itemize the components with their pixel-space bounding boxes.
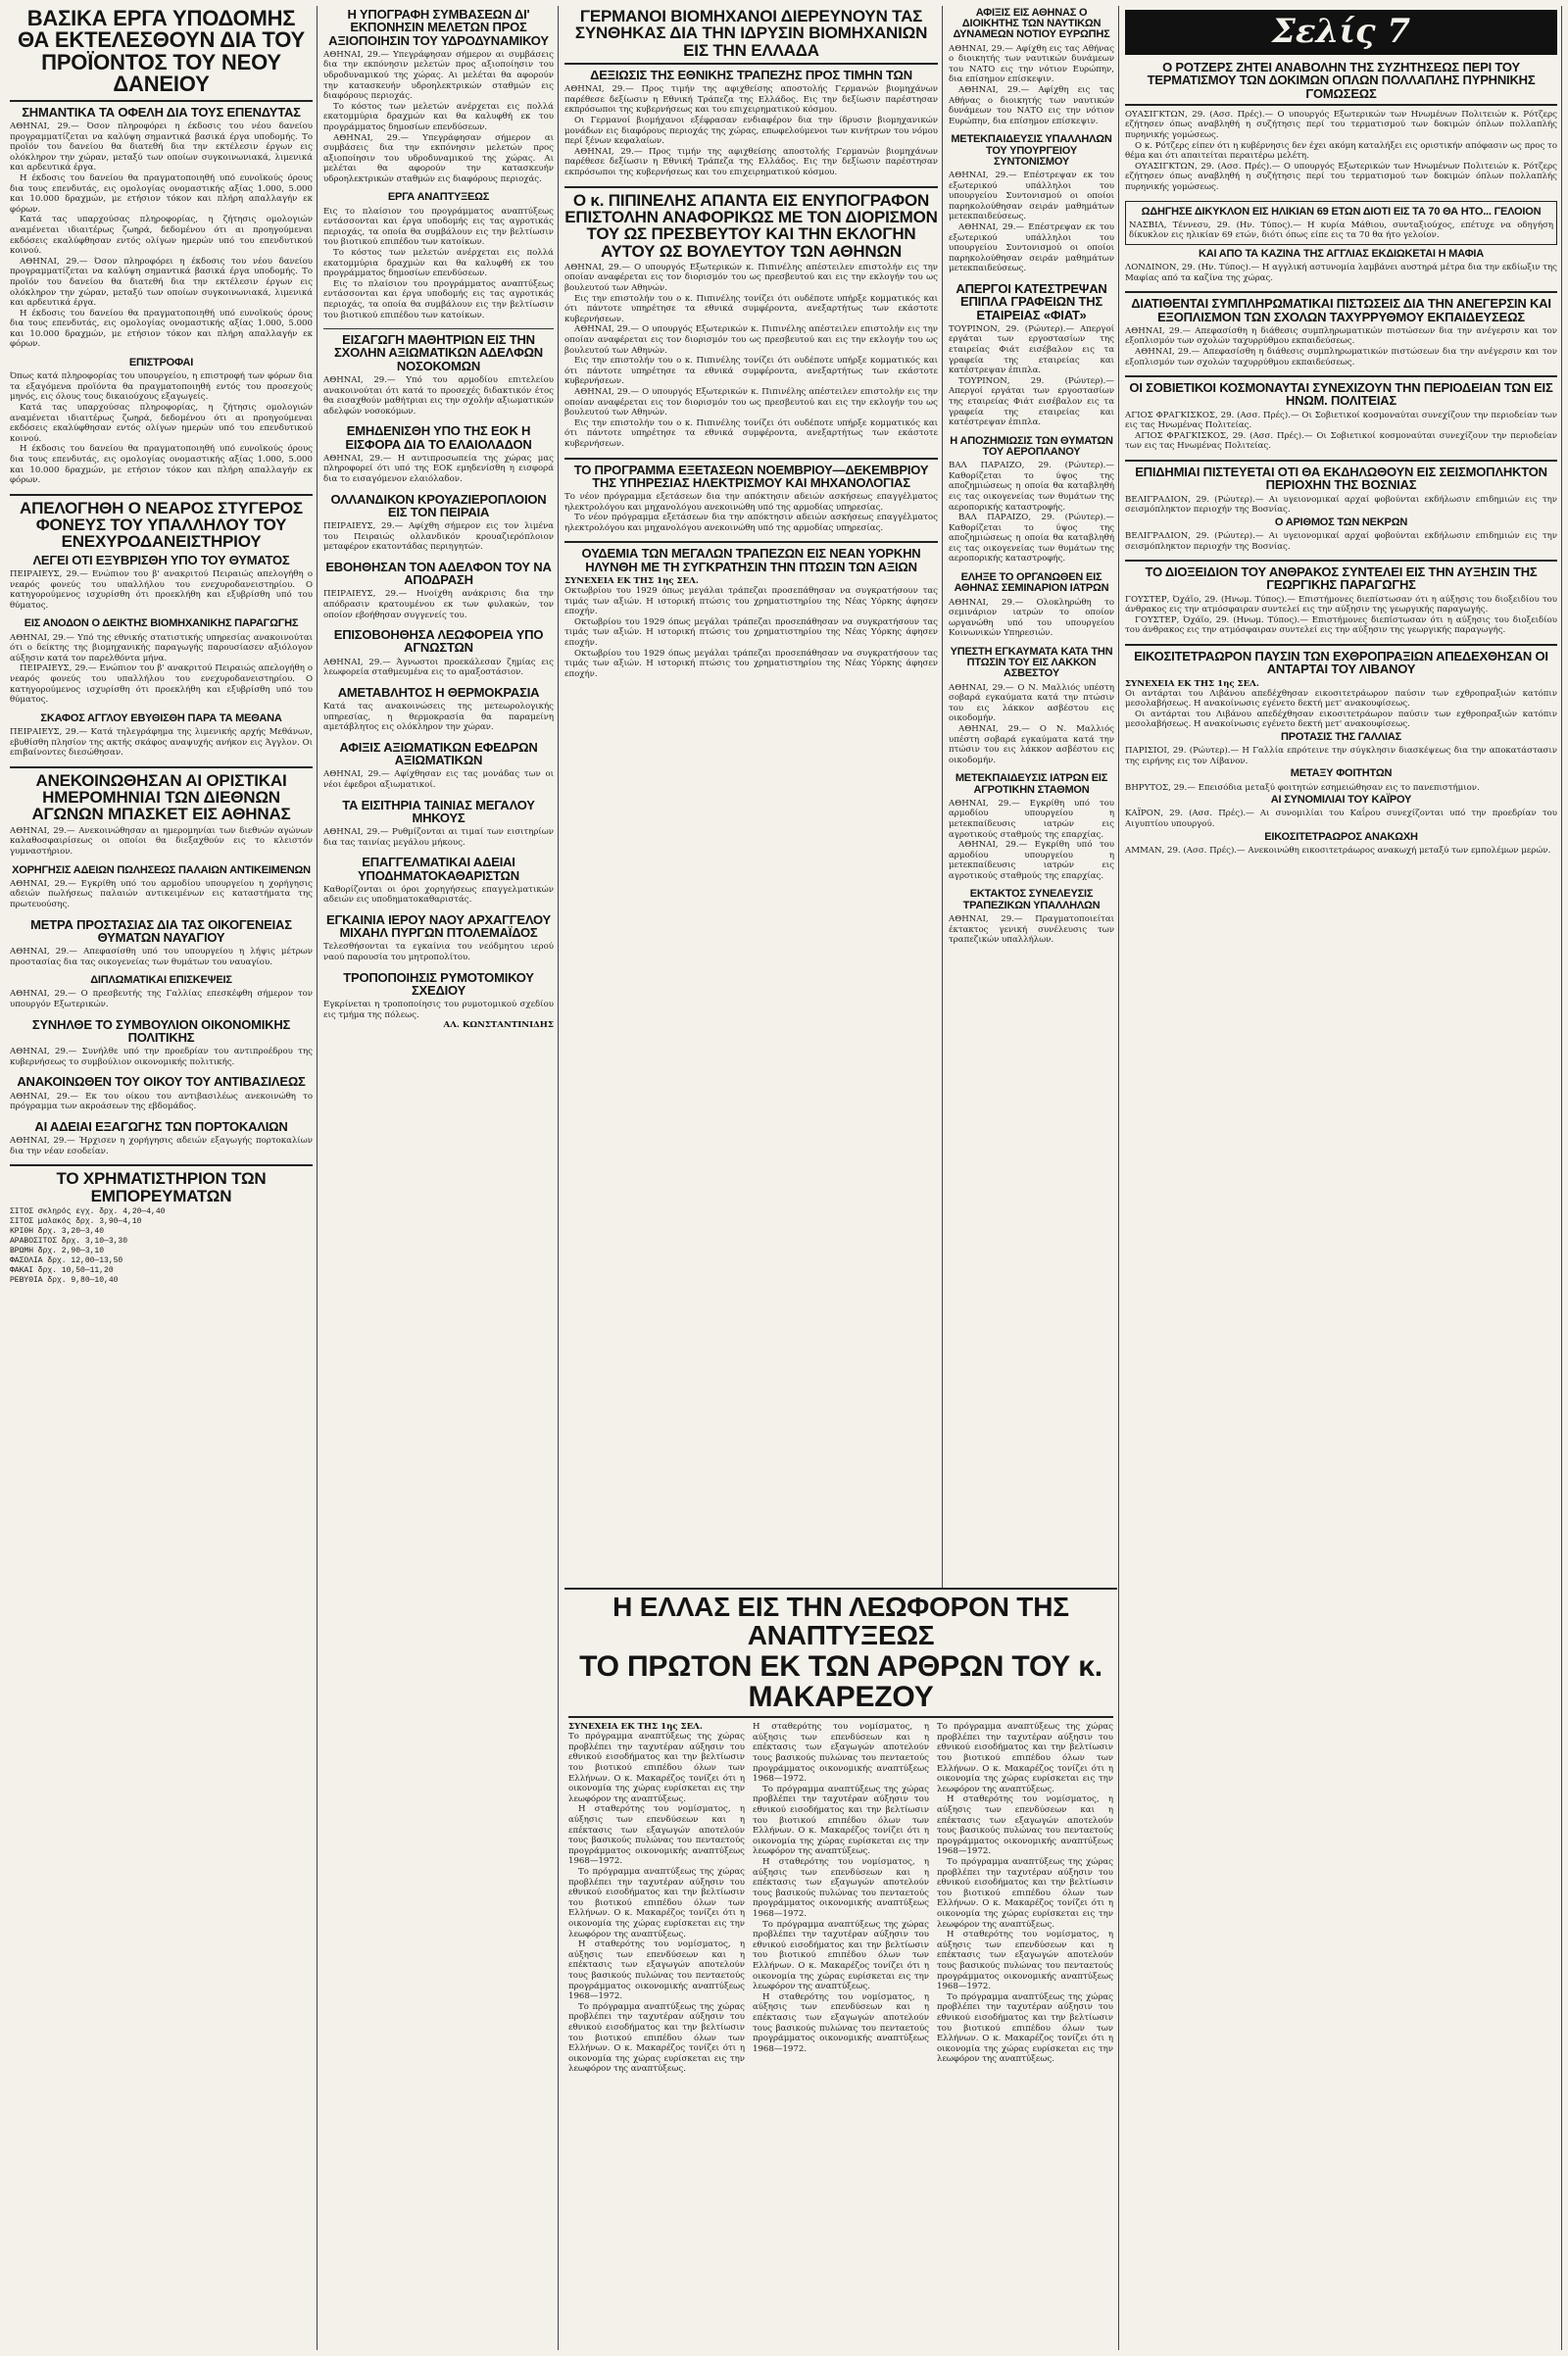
article-body: Η σταθερότης του νομίσματος, η αύξησις των επενδύσεων και η επέκτασις των εξαγωγών αποτελούν τους βασικούς πυλώνας του πενταετούς προγράμματος οικονομικής αναπτύξεως 1968—1972. bbox=[937, 1930, 1113, 1992]
market-line: ΣΙΤΟΣ σκληρός εγχ. δρχ. 4,20—4,40 bbox=[10, 1206, 166, 1216]
article-body: Το πρόγραμμα αναπτύξεως της χώρας προβλέπει την ταχυτέραν αύξησιν του εθνικού εισοδήματος και την βελτίωσιν του βιοτικού επιπέδου όλων των Ελλήνων. Ο κ. Μακαρέζος τονίζει ότι η οικονομία της χώρας ευρίσκεται εις την λεωφόρον της αναπτύξεως. bbox=[753, 1784, 929, 1857]
divider bbox=[1125, 291, 1557, 293]
article-carbon-dioxide bbox=[1125, 565, 1557, 636]
article-soviet-cosmonauts bbox=[1125, 381, 1557, 452]
article-medical-seminar bbox=[949, 572, 1114, 639]
article-plane-compensation bbox=[949, 436, 1114, 564]
article-body: Εγκρίνεται η τροποποίησις του ρυμοτομικού σχεδίου εις τμήμα της πόλεως. bbox=[323, 1000, 554, 1020]
subheadline: ΜΕΤΑΞΥ ΦΟΙΤΗΤΩΝ bbox=[1290, 767, 1393, 780]
article-development-works bbox=[323, 192, 554, 320]
article-body: Το κόστος των μελετών ανέρχεται εις πολλά εκατομμύρια δραχμών και θα καλυφθή εκ του προγράμματος δημοσίων επενδύσεων. bbox=[323, 248, 554, 279]
article-refunds bbox=[10, 358, 313, 486]
headline: ΤΑ ΕΙΣΙΤΗΡΙΑ ΤΑΙΝΙΑΣ ΜΕΓΑΛΟΥ ΜΗΚΟΥΣ bbox=[342, 797, 535, 825]
article-body: ΒΑΛ ΠΑΡΑΙΖΟ, 29. (Ρώυτερ).— Καθορίζεται το ύψος της αποζημιώσεως η οποία θα καταβληθή εις τας οικογενείας των θυμάτων της αεροπορικής καταστροφής. bbox=[949, 461, 1114, 513]
article-lebanon-ceasefire bbox=[1125, 650, 1557, 856]
article-body: ΑΘΗΝΑΙ, 29.— Εγκρίθη υπό του αρμοδίου υπουργείου η μετεκπαίδευσις ιατρών εις αγροτικούς σταθμούς της επαρχίας. bbox=[949, 840, 1114, 881]
article-escape bbox=[323, 561, 554, 620]
article-body: ΑΘΗΝΑΙ, 29.— Συνήλθε υπό την προεδρίαν του αντιπροέδρου της κυβερνήσεως το συμβούλιον οικονομικής πολιτικής. bbox=[10, 1047, 313, 1067]
headline: ΕΚΤΑΚΤΟΣ ΣΥΝΕΛΕΥΣΙΣ ΤΡΑΠΕΖΙΚΩΝ ΥΠΑΛΛΗΛΩΝ bbox=[962, 888, 1101, 911]
article-body: ΑΘΗΝΑΙ, 29.— Υπό του αρμοδίου επιτελείου ανακοινούται ότι κατά το προσεχές διδακτικόν έτος θα εισαχθούν μαθήτριαι εις την σχολήν αξιωματικών αδελφών νοσοκόμων. bbox=[323, 374, 554, 417]
headline: ΟΙ ΣΟΒΙΕΤΙΚΟΙ ΚΟΣΜΟΝΑΥΤΑΙ ΣΥΝΕΧΙΖΟΥΝ ΤΗΝ ΠΕΡΙΟΔΕΙΑΝ ΤΩΝ ΕΙΣ ΗΝΩΜ. ΠΟΛΙΤΕΙΑΣ bbox=[1129, 380, 1553, 409]
article-english-boat bbox=[10, 713, 313, 759]
headline: ΔΙΠΛΩΜΑΤΙΚΑΙ ΕΠΙΣΚΕΨΕΙΣ bbox=[90, 974, 232, 987]
market-line: ΦΑΣΟΛΙΑ δρχ. 12,00—13,50 bbox=[10, 1255, 123, 1265]
article-body: ΠΕΙΡΑΙΕΥΣ, 29.— Αφίχθη σήμερον εις τον λιμένα του Πειραιώς ολλανδικόν κρουαζιερόπλοιον μεταφέρον εκατοντάδας περιηγητών. bbox=[323, 521, 554, 553]
article-body: Το πρόγραμμα αναπτύξεως της χώρας προβλέπει την ταχυτέραν αύξησιν του εθνικού εισοδήματος και την βελτίωσιν του βιοτικού επιπέδου όλων των Ελλήνων. Ο κ. Μακαρέζος τονίζει ότι η οικονομία της χώρας ευρίσκεται εις την λεωφόρον της αναπτύξεως. bbox=[568, 2001, 745, 2075]
divider bbox=[10, 1164, 313, 1166]
article-nursing-school bbox=[323, 333, 554, 417]
makarezos-col bbox=[568, 1722, 745, 2075]
article-body: ΝΑΣΒΙΛ, Τέννεσυ, 29. (Ην. Τύπος).— Η κυρία Μάθιου, συνταξιούχος, επέτυχε να οδηγήση δίκυκλον εις ηλικίαν 69 ετών, διότι όπως είπε εις τα 70 θα ήτο γελοίον. bbox=[1129, 220, 1553, 241]
article-body: ΑΘΗΝΑΙ, 29.— Επέστρεψαν εκ του εξωτερικού υπάλληλοι του υπουργείου Συντονισμού οι οποίοι παρηκολούθησαν σειράν μαθημάτων μετεκπαιδεύσεως. bbox=[949, 222, 1114, 274]
article-body: ΑΘΗΝΑΙ, 29.— Ήρχισεν η χορήγησις αδειών εξαγωγής πορτοκαλίων δια την νέαν εσοδείαν. bbox=[10, 1136, 313, 1156]
article-nato-commander bbox=[949, 8, 1114, 126]
article-body: Οι αντάρται του Λιβάνου απεδέχθησαν εικοσιτετράωρον παύσιν των εχθροπραξιών κατόπιν μεσολαβήσεως. Η ανακοίνωσις εγένετο δεκτή μετ' ανακουφίσεως. bbox=[1125, 709, 1557, 730]
article-body: Η σταθερότης του νομίσματος, η αύξησις των επενδύσεων και η επέκτασις των εξαγωγών αποτελούν τους βασικούς πυλώνας του πενταετούς προγράμματος οικονομικής αναπτύξεως 1968—1972. bbox=[568, 1939, 745, 2002]
headline: ΕΜΗΔΕΝΙΣΘΗ ΥΠΟ ΤΗΣ ΕΟΚ Η ΕΙΣΦΟΡΑ ΔΙΑ ΤΟ ΕΛΑΙΟΛΑΔΟΝ bbox=[345, 423, 532, 452]
article-body: ΛΟΝΔΙΝΟΝ, 29. (Ην. Τύπος).— Η αγγλική αστυνομία λαμβάνει αυστηρά μέτρα δια την εκδίωξιν της Μαφίας από τα καζίνα της χώρας. bbox=[1125, 263, 1557, 283]
headline: ΕΠΙΣΤΡΟΦΑΙ bbox=[128, 357, 194, 369]
article-body: ΑΘΗΝΑΙ, 29.— Εκ του οίκου του αντιβασιλέως ανεκοινώθη το πρόγραμμα των ακροάσεων της εβδομάδος. bbox=[10, 1091, 313, 1112]
article-body: ΒΑΛ ΠΑΡΑΙΖΟ, 29. (Ρώυτερ).— Καθορίζεται το ύψος της αποζημιώσεως η οποία θα καταβληθή εις τας οικογενείας των θυμάτων της αεροπορικής καταστροφής. bbox=[949, 513, 1114, 564]
divider bbox=[1125, 560, 1557, 562]
article-body: ΑΘΗΝΑΙ, 29.— Υπεγράφησαν σήμερον αι συμβάσεις δια την εκπόνησιν μελετών προς αξιοποίησιν του υδροδυναμικού της χώρας. Αι μελέται θα αφορούν την κατασκευήν υδροηλεκτρικών σταθμών εις διαφόρους περιοχάς. bbox=[323, 132, 554, 184]
headline: ΒΑΣΙΚΑ ΕΡΓΑ ΥΠΟΔΟΜΗΣ ΘΑ ΕΚΤΕΛΕΣΘΟΥΝ ΔΙΑ ΤΟΥ ΠΡΟΪΟΝΤΟΣ ΤΟΥ ΝΕΟΥ ΔΑΝΕΙΟΥ bbox=[18, 6, 305, 97]
article-body: ΠΕΙΡΑΙΕΥΣ, 29.— Κατά τηλεγράφημα της λιμενικής αρχής Μεθάνων, εβυθίσθη πλησίον της ακτής σκάφος αναψυχής ανήκον εις Άγγλον. Οι επιβαίνοντες διεσώθησαν. bbox=[10, 727, 313, 759]
headline: ΕΙΣ ΑΝΟΔΟΝ Ο ΔΕΙΚΤΗΣ ΒΙΟΜΗΧΑΝΙΚΗΣ ΠΑΡΑΓΩΓΗΣ bbox=[24, 617, 299, 630]
article-body: Κατά τας υπαρχούσας πληροφορίας, η ζήτησις ομολογιών αναμένεται ιδιαιτέρως ζωηρά, δεδομένου ότι αι προηγούμεναι εκδόσεις εκαλύφθησαν εντός ολίγων ημερών υπό του επενδυτικού κοινού. bbox=[10, 215, 313, 257]
article-exam-programme bbox=[564, 464, 938, 534]
article-body: ΑΘΗΝΑΙ, 29.— Όσον πληροφόρει η έκδοσις του νέου δανείου προγραμματίζεται να καλύψη σημαντικά βασικά έργα υποδομής. Το προϊόν του δανείου θα διατεθή δια την εκτέλεσιν έργων εις ολόκληρον την χώραν, μεταξύ των οποίων συγκοινωνιακά, λιμενικά και αρδευτικά έργα. bbox=[10, 256, 313, 309]
article-body: ΑΘΗΝΑΙ, 29.— Ο Ν. Μαλλιός υπέστη σοβαρά εγκαύματα κατά την πτώσιν του εις λάκκον ασβέστου εις οικοδομήν. bbox=[949, 682, 1114, 724]
market-line: ΦΑΚΑΙ δρχ. 10,50—11,20 bbox=[10, 1265, 114, 1275]
market-line: ΚΡΙΘΗ δρχ. 3,20—3,40 bbox=[10, 1226, 105, 1236]
divider bbox=[564, 541, 938, 543]
market-line: ΒΡΩΜΗ δρχ. 2,90—3,10 bbox=[10, 1246, 105, 1255]
column-5 bbox=[1121, 6, 1562, 2350]
article-body: Εις την επιστολήν του ο κ. Πιπινέλης τονίζει ότι ουδέποτε υπήρξε κομματικός και ότι πάντοτε υπηρέτησε τα εθνικά συμφέροντα, ανεξαρτήτως των εκάστοτε κυβερνήσεων. bbox=[564, 293, 938, 324]
article-basketball-dates bbox=[10, 772, 313, 858]
subheadline: ΣΗΜΑΝΤΙΚΑ ΤΑ ΟΦΕΛΗ ΔΙΑ ΤΟΥΣ ΕΠΕΝΔΥΤΑΣ bbox=[22, 104, 301, 120]
article-body: ΑΘΗΝΑΙ, 29.— Υπεγράφησαν σήμερον αι συμβάσεις δια την εκπόνησιν μελετών προς αξιοποίησιν του υδροδυναμικού της χώρας. Αι μελέται θα αφορούν την κατασκευήν υδροηλεκτρικών σταθμών εις διαφόρους περιοχάς. bbox=[323, 49, 554, 102]
article-industrial-index bbox=[10, 618, 313, 705]
article-body: Το πρόγραμμα αναπτύξεως της χώρας προβλέπει την ταχυτέραν αύξησιν του εθνικού εισοδήματος και την βελτίωσιν του βιοτικού επιπέδου όλων των Ελλήνων. Ο κ. Μακαρέζος τονίζει ότι η οικονομία της χώρας ευρίσκεται εις την λεωφόρον της αναπτύξεως. bbox=[753, 1919, 929, 1992]
article-body: ΚΑΪΡΟΝ, 29. (Ασσ. Πρές).— Αι συνομιλίαι του Καΐρου συνεχίζονται υπό την προεδρίαν του Αιγυπτίου υπουργού. bbox=[1125, 809, 1557, 829]
divider bbox=[10, 100, 313, 102]
headline: ΕΒΟΗΘΗΣΑΝ ΤΟΝ ΑΔΕΛΦΟΝ ΤΟΥ ΝΑ ΑΠΟΔΡΑΣΗ bbox=[325, 559, 552, 588]
makarezos-block bbox=[564, 1588, 1117, 2352]
headline: ΤΟ ΧΡΗΜΑΤΙΣΤΗΡΙΟΝ ΤΩΝ ΕΜΠΟΡΕΥΜΑΤΩΝ bbox=[56, 1169, 267, 1205]
column-1 bbox=[6, 6, 318, 2350]
article-orange-exports bbox=[10, 1120, 313, 1156]
divider bbox=[1125, 104, 1557, 106]
headline: ΕΠΑΓΓΕΛΜΑΤΙΚΑΙ ΑΔΕΙΑΙ ΥΠΟΔΗΜΑΤΟΚΑΘΑΡΙΣΤΩΝ bbox=[358, 855, 519, 883]
headline: ΕΛΗΞΕ ΤΟ ΟΡΓΑΝΩΘΕΝ ΕΙΣ ΑΘΗΝΑΣ ΣΕΜΙΝΑΡΙΟΝ ΙΑΤΡΩΝ bbox=[954, 571, 1109, 595]
article-town-plan bbox=[323, 971, 554, 1031]
article-body: ΑΘΗΝΑΙ, 29.— Ανεκοινώθησαν αι ημερομηνίαι των διεθνών αγώνων καλαθοσφαιρίσεως οι οποίοι θα διεξαχθούν εις το κλειστόν γυμναστήριον. bbox=[10, 825, 313, 857]
headline: ΑΜΕΤΑΒΛΗΤΟΣ Η ΘΕΡΜΟΚΡΑΣΙΑ bbox=[337, 684, 540, 700]
article-body: ΤΟΥΡΙΝΟΝ, 29. (Ρώυτερ).— Απεργοί εργάται των εργοστασίων της εταιρείας Φιάτ εισέβαλον εις τα γραφεία της εταιρείας και κατέστρεψαν έπιπλα. bbox=[949, 375, 1114, 428]
article-ny-banks bbox=[564, 547, 938, 679]
divider bbox=[10, 766, 313, 768]
article-body: ΓΟΥΣΤΕΡ, Όχάϊο, 29. (Ηνωμ. Τύπος).— Επιστήμονες διεπίστωσαν ότι η αύξησις του διοξειδίου του άνθρακος εις την ατμόσφαιραν συντελεί εις την αύξησιν της γεωργικής παραγωγής. bbox=[1125, 594, 1557, 615]
article-body: ΑΘΗΝΑΙ, 29.— Όσον πληροφόρει η έκδοσις του νέου δανείου προγραμματίζεται να καλύψη σημαντικά βασικά έργα υποδομής. Το προϊόν του δανείου θα διατεθή δια την εκτέλεσιν έργων εις ολόκληρον την χώραν, μεταξύ των οποίων συγκοινωνιακά, λιμενικά και αρδευτικά έργα. bbox=[10, 122, 313, 173]
article-body: Η έκδοσις του δανείου θα πραγματοποιηθή υπό ευνοϊκούς όρους δια τους επενδυτάς, εις ομολογίας ονομαστικής αξίας 1.000, 5.000 και 10.000 δραχμών, με ετήσιον τόκον και πλήρη απαλλαγήν εκ φόρων. bbox=[10, 308, 313, 350]
headline: ΤΟ ΔΙΟΞΕΙΔΙΟΝ ΤΟΥ ΑΝΘΡΑΚΟΣ ΣΥΝΤΕΛΕΙ ΕΙΣ ΤΗΝ ΑΥΞΗΣΙΝ ΤΗΣ ΓΕΩΡΓΙΚΗΣ ΠΑΡΑΓΩΓΗΣ bbox=[1145, 564, 1538, 593]
market-list bbox=[10, 1207, 313, 1286]
article-body: ΒΗΡΥΤΟΣ, 29.— Επεισόδια μεταξύ φοιτητών εσημειώθησαν εις το πανεπιστήμιον. bbox=[1125, 782, 1480, 793]
headline: ΚΑΙ ΑΠΟ ΤΑ ΚΑΖΙΝΑ ΤΗΣ ΑΓΓΛΙΑΣ ΕΚΔΙΩΚΕΤΑΙ Η ΜΑΦΙΑ bbox=[1198, 247, 1485, 260]
article-ministry-training bbox=[949, 134, 1114, 274]
article-body: ΟΥΑΣΙΓΚΤΩΝ, 29. (Ασσ. Πρές).— Ο υπουργός Εξωτερικών των Ηνωμένων Πολιτειών κ. Ρότζερς εζήτησεν όπως αναβληθή η συζήτησις περί του τερματισμού των δοκιμών όπλων πολλαπλής πυρηνικής γομώσεως. bbox=[1125, 109, 1557, 140]
headline: ΤΡΟΠΟΠΟΙΗΣΙΣ ΡΥΜΟΤΟΜΙΚΟΥ ΣΧΕΔΙΟΥ bbox=[343, 969, 534, 998]
headline: Ο κ. ΠΙΠΙΝΕΛΗΣ ΑΠΑΝΤΑ ΕΙΣ ΕΝΥΠΟΓΡΑΦΟΝ ΕΠΙΣΤΟΛΗΝ ΑΝΑΦΟΡΙΚΩΣ ΜΕ ΤΟΝ ΔΙΟΡΙΣΜΟΝ ΤΟΥ ΩΣ ΠΡΕΣΒΕΥΤΟΥ ΚΑΙ ΤΗΝ ΕΚΛΟΓΗΝ ΑΥΤΟΥ ΩΣ ΒΟΥΛΕΥΤΟΥ ΤΩΝ ΑΘΗΝΩΝ bbox=[564, 190, 938, 261]
article-body: ΤΟΥΡΙΝΟΝ, 29. (Ρώυτερ).— Απεργοί εργάται των εργοστασίων της εταιρείας Φιάτ εισέβαλον εις τα γραφεία της εταιρείας και κατέστρεψαν έπιπλα. bbox=[949, 323, 1114, 376]
article-eec-olive-oil bbox=[323, 424, 554, 484]
headline: ΧΟΡΗΓΗΣΙΣ ΑΔΕΙΩΝ ΠΩΛΗΣΕΩΣ ΠΑΛΑΙΩΝ ΑΝΤΙΚΕΙΜΕΝΩΝ bbox=[12, 863, 311, 876]
headline: ΟΥΔΕΜΙΑ ΤΩΝ ΜΕΓΑΛΩΝ ΤΡΑΠΕΖΩΝ ΕΙΣ ΝΕΑΝ ΥΟΡΚΗΝ ΗΛΥΝΘΗ ΜΕ ΤΗ ΣΥΓΚΡΑΤΗΣΙΝ ΤΗΝ ΠΤΩΣΙΝ ΤΩΝ ΑΞΙΩΝ bbox=[581, 546, 921, 574]
article-body: Το πρόγραμμα αναπτύξεως της χώρας προβλέπει την ταχυτέραν αύξησιν του εθνικού εισοδήματος και την βελτίωσιν του βιοτικού επιπέδου όλων των Ελλήνων. Ο κ. Μακαρέζος τονίζει ότι η οικονομία της χώρας ευρίσκεται εις την λεωφόρον της αναπτύξεως. bbox=[937, 1857, 1113, 1930]
article-body: Καθορίζονται οι όροι χορηγήσεως επαγγελματικών αδειών εις υποδηματοκαθαριστάς. bbox=[323, 884, 554, 906]
article-body: ΠΕΙΡΑΙΕΥΣ, 29.— Ηνοίχθη ανάκρισις δια την απόδρασιν κρατουμένου εκ των φυλακών, τον οποίον εβοήθησαν συγγενείς του. bbox=[323, 589, 554, 620]
headline: ΑΝΕΚΟΙΝΩΘΗΣΑΝ ΑΙ ΟΡΙΣΤΙΚΑΙ ΗΜΕΡΟΜΗΝΙΑΙ ΤΩΝ ΔΙΕΘΝΩΝ ΑΓΩΝΩΝ ΜΠΑΣΚΕΤ ΕΙΣ ΑΘΗΝΑΣ bbox=[31, 770, 291, 824]
article-body: Το πρόγραμμα αναπτύξεως της χώρας προβλέπει την ταχυτέραν αύξησιν του εθνικού εισοδήματος και την βελτίωσιν του βιοτικού επιπέδου όλων των Ελλήνων. Ο κ. Μακαρέζος τονίζει ότι η οικονομία της χώρας ευρίσκεται εις την λεωφόρον της αναπτύξεως. bbox=[568, 1732, 745, 1804]
headline: ΜΕΤΡΑ ΠΡΟΣΤΑΣΙΑΣ ΔΙΑ ΤΑΣ ΟΙΚΟΓΕΝΕΙΑΣ ΘΥΜΑΤΩΝ ΝΑΥΑΓΙΟΥ bbox=[30, 916, 292, 945]
article-body: ΒΕΛΙΓΡΑΔΙΟΝ, 29. (Ρώυτερ).— Αι υγειονομικαί αρχαί φοβούνται εκδήλωσιν επιδημιών εις την σεισμόπληκτον περιοχήν της Βοσνίας. bbox=[1125, 530, 1557, 552]
headline: ΑΠΕΡΓΟΙ ΚΑΤΕΣΤΡΕΨΑΝ ΕΠΙΠΛΑ ΓΡΑΦΕΙΩΝ ΤΗΣ ΕΤΑΙΡΕΙΑΣ «ΦΙΑΤ» bbox=[956, 281, 1107, 322]
article-infrastructure-loan bbox=[10, 8, 313, 350]
article-body: Κατά τας υπαρχούσας πληροφορίας, η ζήτησις ομολογιών αναμένεται ιδιαιτέρως ζωηρά, δεδομένου ότι αι προηγούμεναι εκδόσεις εκαλύφθησαν εντός ολίγων ημερών υπό του επενδυτικού κοινού. bbox=[10, 403, 313, 444]
page-number-masthead: Σελίς 7 bbox=[1125, 10, 1557, 55]
subheadline: ΑΙ ΣΥΝΟΜΙΛΙΑΙ ΤΟΥ ΚΑΪΡΟΥ bbox=[1270, 794, 1412, 807]
article-body: Κατά τας ανακοινώσεις της μετεωρολογικής υπηρεσίας, η θερμοκρασία θα παραμείνη αμετάβλητος εις ολόκληρον την χώραν. bbox=[323, 702, 554, 733]
article-school-credits bbox=[1125, 297, 1557, 368]
banner-headline: Η ΕΛΛΑΣ ΕΙΣ ΤΗΝ ΛΕΩΦΟΡΟΝ ΤΗΣ ΑΝΑΠΤΥΞΕΩΣ bbox=[612, 1592, 1069, 1650]
article-body: ΠΑΡΙΣΙΟΙ, 29. (Ρώυτερ).— Η Γαλλία επρότεινε την σύγκλησιν διασκέψεως δια την αποκατάστασιν της ειρήνης εις τον Λίβανον. bbox=[1125, 746, 1557, 766]
article-body: Εις το πλαίσιον του προγράμματος αναπτύξεως εντάσσονται και έργα υποδομής εις τας αγροτικάς περιοχάς, τα οποία θα συμβάλουν εις την βελτίωσιν του βιοτικού επιπέδου των κατοίκων. bbox=[323, 206, 554, 248]
divider bbox=[568, 1716, 1113, 1718]
article-regent-announcement bbox=[10, 1075, 313, 1111]
article-buses-damaged bbox=[323, 628, 554, 678]
market-line: ΣΙΤΟΣ μαλακός δρχ. 3,90—4,10 bbox=[10, 1216, 142, 1226]
article-cyclist-69 bbox=[1125, 201, 1557, 245]
article-body: Ο κ. Ρότζερς είπεν ότι η κυβέρνησις δεν έχει ακόμη καταλήξει εις οριστικήν απόφασιν ως προς το θέμα και ότι απαιτείται περαιτέρω μελέτη. bbox=[1125, 140, 1557, 162]
continuation-label: ΣΥΝΕΧΕΙΑ ΕΚ ΤΗΣ 1ης ΣΕΛ. bbox=[564, 575, 699, 586]
headline: ΩΔΗΓΗΣΕ ΔΙΚΥΚΛΟΝ ΕΙΣ ΗΛΙΚΙΑΝ 69 ΕΤΩΝ ΔΙΟΤΙ ΕΙΣ ΤΑ 70 ΘΑ ΗΤΟ... ΓΕΛΟΙΟΝ bbox=[1141, 205, 1542, 218]
article-body: Το νέον πρόγραμμα εξετάσεων δια την απόκτησιν αδειών ασκήσεως επαγγέλματος ηλεκτρολόγου και μηχανολόγου ανεκοινώθη υπό της αρμοδίας υπηρεσίας. bbox=[564, 492, 938, 513]
article-body: ΑΘΗΝΑΙ, 29.— Άγνωστοι προεκάλεσαν ζημίας εις λεωφορεία σταθμευμένα εις το αμαξοστάσιον. bbox=[323, 657, 554, 678]
article-film-tickets bbox=[323, 799, 554, 849]
article-body: ΑΘΗΝΑΙ, 29.— Η αντιπροσωπεία της χώρας μας πληροφορεί ότι υπό της ΕΟΚ εμηδενίσθη η εισφορά δια το εισαγόμενον ελαιόλαδον. bbox=[323, 453, 554, 485]
article-body: ΑΘΗΝΑΙ, 29.— Εγκρίθη υπό του αρμοδίου υπουργείου η χορήγησις αδειών πωλήσεως παλαιών αντικειμένων εις καταστήματα της πρωτευούσης. bbox=[10, 878, 313, 909]
article-body: Εις την επιστολήν του ο κ. Πιπινέλης τονίζει ότι ουδέποτε υπήρξε κομματικός και ότι πάντοτε υπηρέτησε τα εθνικά συμφέροντα, ανεξαρτήτως των εκάστοτε κυβερνήσεων. bbox=[564, 417, 938, 449]
headline: ΑΦΙΞΙΣ ΑΞΙΩΜΑΤΙΚΩΝ ΕΦΕΔΡΩΝ ΑΞΙΩΜΑΤΙΚΩΝ bbox=[339, 739, 538, 768]
subheadline: ΛΕΓΕΙ ΟΤΙ ΕΞΥΒΡΙΣΘΗ ΥΠΟ ΤΟΥ ΘΥΜΑΤΟΣ bbox=[32, 552, 290, 567]
article-body: Η έκδοσις του δανείου θα πραγματοποιηθή υπό ευνοϊκούς όρους δια τους επενδυτάς, εις ομολογίας ονομαστικής αξίας 1.000, 5.000 και 10.000 δραχμών, με ετήσιον τόκον και πλήρη απαλλαγήν εκ φόρων. bbox=[10, 172, 313, 215]
article-body: ΑΘΗΝΑΙ, 29.— Ο Ν. Μαλλιός υπέστη σοβαρά εγκαύματα κατά την πτώσιν του εις λάκκον ασβέστου εις οικοδομήν. bbox=[949, 723, 1114, 765]
article-bosnia-epidemics bbox=[1125, 466, 1557, 552]
divider bbox=[564, 458, 938, 460]
headline: ΟΛΛΑΝΔΙΚΟΝ ΚΡΟΥΑΖΙΕΡΟΠΛΟΙΟΝ ΕΙΣ ΤΟΝ ΠΕΙΡΑΙΑ bbox=[330, 491, 547, 519]
article-body: ΑΘΗΝΑΙ, 29.— Ο υπουργός Εξωτερικών κ. Πιπινέλης απέστειλεν επιστολήν εις την οποίαν αναφέρεται εις τον διορισμόν του ως πρεσβευτού και εις την εκλογήν του ως βουλευτού των Αθηνών. bbox=[564, 324, 938, 356]
headline: Η ΥΠΟΓΡΑΦΗ ΣΥΜΒΑΣΕΩΝ ΔΙ' ΕΚΠΟΝΗΣΙΝ ΜΕΛΕΤΩΝ ΠΡΟΣ ΑΞΙΟΠΟΙΗΣΙΝ ΤΟΥ ΥΔΡΟΔΥΝΑΜΙΚΟΥ bbox=[328, 7, 549, 48]
article-reserve-officers bbox=[323, 741, 554, 791]
signature: ΑΛ. ΚΩΝΣΤΑΝΤΙΝΙΔΗΣ bbox=[443, 1020, 554, 1031]
headline: ΣΚΑΦΟΣ ΑΓΓΛΟΥ ΕΒΥΘΙΣΘΗ ΠΑΡΑ ΤΑ ΜΕΘΑΝΑ bbox=[40, 712, 282, 724]
article-body: Το κόστος των μελετών ανέρχεται εις πολλά εκατομμύρια δραχμών και θα καλυφθή εκ του προγράμματος δημοσίων επενδύσεων. bbox=[323, 101, 554, 132]
article-dutch-cruise bbox=[323, 493, 554, 553]
article-body: ΑΓΙΟΣ ΦΡΑΓΚΙΣΚΟΣ, 29. (Ασσ. Πρές).— Οι Σοβιετικοί κοσμοναύται συνεχίζουν την περιοδείαν των εις τας Ηνωμένας Πολιτείας. bbox=[1125, 410, 1557, 431]
article-body: ΑΜΜΑΝ, 29. (Ασσ. Πρές).— Ανεκοινώθη εικοσιτετράωρος ανακωχή μεταξύ των εμπολέμων μερών. bbox=[1125, 845, 1551, 856]
article-commodity-market bbox=[10, 1170, 313, 1286]
headline: ΑΠΕΛΟΓΗΘΗ Ο ΝΕΑΡΟΣ ΣΤΥΓΕΡΟΣ ΦΟΝΕΥΣ ΤΟΥ ΥΠΑΛΛΗΛΟΥ ΤΟΥ ΕΝΕΧΥΡΟΔΑΝΕΙΣΤΗΡΙΟΥ bbox=[20, 498, 303, 552]
continuation-label: ΣΥΝΕΧΕΙΑ ΕΚ ΤΗΣ 1ης ΣΕΛ. bbox=[568, 1722, 703, 1733]
article-hydropower-contracts bbox=[323, 8, 554, 184]
divider bbox=[1125, 375, 1557, 377]
article-economic-council bbox=[10, 1018, 313, 1068]
article-church-inauguration bbox=[323, 913, 554, 963]
article-german-industrialists bbox=[564, 8, 938, 178]
article-body: ΟΥΑΣΙΓΚΤΩΝ, 29. (Ασσ. Πρές).— Ο υπουργός Εξωτερικών των Ηνωμένων Πολιτειών κ. Ρότζερς εζήτησεν όπως αναβληθή η συζήτησις περί του τερματισμού των δοκιμών όπλων πολλαπλής πυρηνικής γομώσεως. bbox=[1125, 161, 1557, 192]
article-body: Εις το πλαίσιον του προγράμματος αναπτύξεως εντάσσονται και έργα υποδομής εις τας αγροτικάς περιοχάς, τα οποία θα συμβάλουν εις την βελτίωσιν του βιοτικού επιπέδου των κατοίκων. bbox=[323, 278, 554, 320]
subheadline: ΔΕΞΙΩΣΙΣ ΤΗΣ ΕΘΝΙΚΗΣ ΤΡΑΠΕΖΗΣ ΠΡΟΣ ΤΙΜΗΝ ΤΩΝ bbox=[590, 67, 912, 82]
subheadline: Ο ΑΡΙΘΜΟΣ ΤΩΝ ΝΕΚΡΩΝ bbox=[1274, 515, 1408, 528]
market-line: ΡΕΒΥΘΙΑ δρχ. 9,80—10,40 bbox=[10, 1275, 119, 1285]
article-body: ΑΘΗΝΑΙ, 29.— Ο υπουργός Εξωτερικών κ. Πιπινέλης απέστειλεν επιστολήν εις την οποίαν αναφέρεται εις τον διορισμόν του ως πρεσβευτού και εις την εκλογήν του ως βουλευτού των Αθηνών. bbox=[564, 387, 938, 418]
divider bbox=[323, 328, 554, 329]
article-body: Η έκδοσις του δανείου θα πραγματοποιηθή υπό ευνοϊκούς όρους δια τους επενδυτάς, εις ομολογίας ονομαστικής αξίας 1.000, 5.000 και 10.000 δραχμών, με ετήσιον τόκον και πλήρη απαλλαγήν εκ φόρων. bbox=[10, 444, 313, 486]
headline: ΑΝΑΚΟΙΝΩΘΕΝ ΤΟΥ ΟΙΚΟΥ ΤΟΥ ΑΝΤΙΒΑΣΙΛΕΩΣ bbox=[17, 1074, 306, 1090]
article-casino-mafia bbox=[1125, 249, 1557, 283]
article-body: Οι Γερμανοί βιομήχανοι εξέφρασαν ενδιαφέρον δια την ίδρυσιν βιομηχανικών μονάδων εις διαφόρους περιοχάς της χώρας, επωφελούμενοι των κινήτρων του νόμου περί ξένων κεφαλαίων. bbox=[564, 116, 938, 147]
divider bbox=[1125, 644, 1557, 646]
headline: ΔΙΑΤΙΘΕΝΤΑΙ ΣΥΜΠΛΗΡΩΜΑΤΙΚΑΙ ΠΙΣΤΩΣΕΙΣ ΔΙΑ ΤΗΝ ΑΝΕΓΕΡΣΙΝ ΚΑΙ ΕΞΟΠΛΙΣΜΟΝ ΤΩΝ ΣΧΟΛΩΝ ΤΑΧΥΡΡΥΘΜΟΥ ΕΚΠΑΙΔΕΥΣΕΩΣ bbox=[1131, 296, 1551, 324]
article-temperature bbox=[323, 686, 554, 733]
makarezos-col bbox=[753, 1722, 929, 2075]
headline: ΕΡΓΑ ΑΝΑΠΤΥΞΕΩΣ bbox=[387, 191, 490, 204]
article-diplomatic-visits bbox=[10, 975, 313, 1009]
article-body: Η σταθερότης του νομίσματος, η αύξησις των επενδύσεων και η επέκτασις των εξαγωγών αποτελούν τους βασικούς πυλώνας του πενταετούς προγράμματος οικονομικής αναπτύξεως 1968—1972. bbox=[937, 1794, 1113, 1857]
article-body: Η σταθερότης του νομίσματος, η αύξησις των επενδύσεων και η επέκτασις των εξαγωγών αποτελούν τους βασικούς πυλώνας του πενταετούς προγράμματος οικονομικής αναπτύξεως 1968—1972. bbox=[753, 1722, 929, 1785]
continuation-label: ΣΥΝΕΧΕΙΑ ΕΚ ΤΗΣ 1ης ΣΕΛ. bbox=[1125, 678, 1259, 689]
article-bank-employees bbox=[949, 889, 1114, 945]
article-body: Το πρόγραμμα αναπτύξεως της χώρας προβλέπει την ταχυτέραν αύξησιν του εθνικού εισοδήματος και την βελτίωσιν του βιοτικού επιπέδου όλων των Ελλήνων. Ο κ. Μακαρέζος τονίζει ότι η οικονομία της χώρας ευρίσκεται εις την λεωφόρον της αναπτύξεως. bbox=[568, 1867, 745, 1939]
article-body: Οι αντάρται του Λιβάνου απεδέχθησαν εικοσιτετράωρον παύσιν των εχθροπραξιών κατόπιν μεσολαβήσεως. Η ανακοίνωσις εγένετο δεκτή μετ' ανακουφίσεως. bbox=[1125, 688, 1557, 710]
headline: Η ΑΠΟΖΗΜΙΩΣΙΣ ΤΩΝ ΘΥΜΑΤΩΝ ΤΟΥ ΑΕΡΟΠΛΑΝΟΥ bbox=[950, 434, 1113, 458]
headline: ΜΕΤΕΚΠΑΙΔΕΥΣΙΣ ΙΑΤΡΩΝ ΕΙΣ ΑΓΡΟΤΙΚΗΝ ΣΤΑΘΜΟΝ bbox=[955, 772, 1108, 796]
article-body: ΑΘΗΝΑΙ, 29.— Υπό της εθνικής στατιστικής υπηρεσίας ανακοινούται ότι ο δείκτης της βιομηχανικής παραγωγής παρουσίασεν αξιόλογον αύξησιν κατά τον παρελθόντα μήνα. bbox=[10, 632, 313, 663]
article-pipinelis-letter bbox=[564, 192, 938, 450]
article-lime-pit-burns bbox=[949, 647, 1114, 765]
column-2 bbox=[319, 6, 559, 2350]
article-body: ΑΘΗΝΑΙ, 29.— Ρυθμίζονται αι τιμαί των εισιτηρίων δια τας ταινίας μεγάλου μήκους. bbox=[323, 827, 554, 848]
headline: ΕΙΚΟΣΙΤΕΤΡΑΩΡΟΝ ΠΑΥΣΙΝ ΤΩΝ ΕΧΘΡΟΠΡΑΞΙΩΝ ΑΠΕΔΕΧΘΗΣΑΝ ΟΙ ΑΝΤΑΡΤΑΙ ΤΟΥ ΛΙΒΑΝΟΥ bbox=[1134, 649, 1548, 677]
headline: ΥΠΕΣΤΗ ΕΓΚΑΥΜΑΤΑ ΚΑΤΑ ΤΗΝ ΠΤΩΣΙΝ ΤΟΥ ΕΙΣ ΛΑΚΚΟΝ ΑΣΒΕΣΤΟΥ bbox=[950, 645, 1113, 680]
subheadline: ΠΡΟΤΑΣΙΣ ΤΗΣ ΓΑΛΛΙΑΣ bbox=[1281, 730, 1401, 743]
article-body: Η σταθερότης του νομίσματος, η αύξησις των επενδύσεων και η επέκτασις των εξαγωγών αποτελούν τους βασικούς πυλώνας του πενταετούς προγράμματος οικονομικής αναπτύξεως 1968—1972. bbox=[753, 1857, 929, 1919]
article-rural-doctors bbox=[949, 773, 1114, 881]
headline: ΕΙΣΑΓΩΓΗ ΜΑΘΗΤΡΙΩΝ ΕΙΣ ΤΗΝ ΣΧΟΛΗΝ ΑΞΙΩΜΑΤΙΚΩΝ ΑΔΕΛΦΩΝ ΝΟΣΟΚΟΜΩΝ bbox=[334, 332, 543, 373]
divider bbox=[10, 494, 313, 496]
article-body: ΑΘΗΝΑΙ, 29.— Ολοκληρώθη το σεμινάριον ιατρών το οποίον ωργανώθη υπό του υπουργείου Κοινωνικών Υπηρεσιών. bbox=[949, 597, 1114, 639]
divider bbox=[1125, 460, 1557, 462]
article-body: ΒΕΛΙΓΡΑΔΙΟΝ, 29. (Ρώυτερ).— Αι υγειονομικαί αρχαί φοβούνται εκδήλωσιν επιδημιών εις την σεισμόπληκτον περιοχήν της Βοσνίας. bbox=[1125, 494, 1557, 515]
article-fiat-strikers bbox=[949, 282, 1114, 428]
subheadline: ΕΙΚΟΣΙΤΕΤΡΑΩΡΟΣ ΑΝΑΚΩΧΗ bbox=[1264, 830, 1418, 843]
article-body: ΑΘΗΝΑΙ, 29.— Επέστρεψαν εκ του εξωτερικού υπάλληλοι του υπουργείου Συντονισμού οι οποίοι παρηκολούθησαν σειράν μαθημάτων μετεκπαιδεύσεως. bbox=[949, 171, 1114, 222]
divider bbox=[564, 63, 938, 65]
headline: ΑΙ ΑΔΕΙΑΙ ΕΞΑΓΩΓΗΣ ΤΩΝ ΠΟΡΤΟΚΑΛΙΩΝ bbox=[34, 1118, 288, 1134]
headline: ΜΕΤΕΚΠΑΙΔΕΥΣΙΣ ΥΠΑΛΛΗΛΩΝ ΤΟΥ ΥΠΟΥΡΓΕΙΟΥ ΣΥΝΤΟΝΙΣΜΟΥ bbox=[951, 133, 1112, 168]
headline: ΑΦΙΞΙΣ ΕΙΣ ΑΘΗΝΑΣ Ο ΔΙΟΙΚΗΤΗΣ ΤΩΝ ΝΑΥΤΙΚΩΝ ΔΥΝΑΜΕΩΝ ΝΟΤΙΟΥ ΕΥΡΩΠΗΣ bbox=[953, 7, 1110, 41]
headline: ΓΕΡΜΑΝΟΙ ΒΙΟΜΗΧΑΝΟΙ ΔΙΕΡΕΥΝΟΥΝ ΤΑΣ ΣΥΝΘΗΚΑΣ ΔΙΑ ΤΗΝ ΙΔΡΥΣΙΝ ΒΙΟΜΗΧΑΝΙΩΝ ΕΙΣ ΤΗΝ ΕΛΛΑΔΑ bbox=[574, 7, 928, 60]
article-body: Οκτωβρίου του 1929 όπως μεγάλαι τράπεζαι προσεπάθησαν να συγκρατήσουν τας τιμάς των αξιών. Η ιστορική πτώσις του χρηματιστηρίου της Νέας Υόρκης άφησεν εποχήν. bbox=[564, 585, 938, 617]
article-body: ΑΘΗΝΑΙ, 29.— Ο υπουργός Εξωτερικών κ. Πιπινέλης απέστειλεν επιστολήν εις την οποίαν αναφέρεται εις τον διορισμόν του ως πρεσβευτού και εις την εκλογήν του ως βουλευτού των Αθηνών. bbox=[564, 262, 938, 294]
article-body: ΠΕΙΡΑΙΕΥΣ, 29.— Ενώπιον του β' ανακριτού Πειραιώς απελογήθη ο νεαρός φονεύς του υπαλλήλου του ενεχυροδανειστηρίου. Ο κατηγορούμενος ισχυρίσθη ότι προεκλήθη και εξυβρίσθη υπό του θύματος. bbox=[10, 663, 313, 706]
article-body: ΑΘΗΝΑΙ, 29.— Απεφασίσθη η διάθεσις συμπληρωματικών πιστώσεων δια την ανέγερσιν και τον εξοπλισμόν των σχολών ταχυρρύθμου εκπαιδεύσεως. bbox=[1125, 325, 1557, 347]
article-body: Οκτωβρίου του 1929 όπως μεγάλαι τράπεζαι προσεπάθησαν να συγκρατήσουν τας τιμάς των αξιών. Η ιστορική πτώσις του χρηματιστηρίου της Νέας Υόρκης άφησεν εποχήν. bbox=[564, 616, 938, 648]
article-body: Οκτωβρίου του 1929 όπως μεγάλαι τράπεζαι προσεπάθησαν να συγκρατήσουν τας τιμάς των αξιών. Η ιστορική πτώσις του χρηματιστηρίου της Νέας Υόρκης άφησεν εποχήν. bbox=[564, 648, 938, 679]
article-body: Τελεσθήσονται τα εγκαίνια του νεόδμητου ιερού ναού παρουσία του μητροπολίτου. bbox=[323, 942, 554, 963]
market-line: ΑΡΑΒΟΣΙΤΟΣ δρχ. 3,10—3,30 bbox=[10, 1236, 128, 1246]
makarezos-col bbox=[937, 1722, 1113, 2075]
banner-headline: ΤΟ ΠΡΩΤΟΝ ΕΚ ΤΩΝ ΑΡΘΡΩΝ ΤΟΥ κ. ΜΑΚΑΡΕΖΟΥ bbox=[579, 1650, 1102, 1713]
article-body: ΑΘΗΝΑΙ, 29.— Απεφασίσθη η διάθεσις συμπληρωματικών πιστώσεων δια την ανέγερσιν και τον εξοπλισμόν των σχολών ταχυρρύθμου εκπαιδεύσεως. bbox=[1125, 347, 1557, 368]
article-rogers-nuclear bbox=[1125, 61, 1557, 193]
article-body: Το πρόγραμμα αναπτύξεως της χώρας προβλέπει την ταχυτέραν αύξησιν του εθνικού εισοδήματος και την βελτίωσιν του βιοτικού επιπέδου όλων των Ελλήνων. Ο κ. Μακαρέζος τονίζει ότι η οικονομία της χώρας ευρίσκεται εις την λεωφόρον της αναπτύξεως. bbox=[937, 1991, 1113, 2065]
headline: ΤΟ ΠΡΟΓΡΑΜΜΑ ΕΞΕΤΑΣΕΩΝ ΝΟΕΜΒΡΙΟΥ—ΔΕΚΕΜΒΡΙΟΥ ΤΗΣ ΥΠΗΡΕΣΙΑΣ ΗΛΕΚΤΡΙΣΜΟΥ ΚΑΙ ΜΗΧΑΝΟΛΟΓΙΑΣ bbox=[573, 462, 929, 490]
article-body: ΑΘΗΝΑΙ, 29.— Αφίχθη εις τας Αθήνας ο διοικητής των ναυτικών δυνάμεων του ΝΑΤΟ εις την νότιον Ευρώπην, δια επίσημον επίσκεψιν. bbox=[949, 85, 1114, 126]
article-shoeshiners bbox=[323, 856, 554, 906]
article-body: ΑΘΗΝΑΙ, 29.— Εγκρίθη υπό του αρμοδίου υπουργείου η μετεκπαίδευσις ιατρών εις αγροτικούς σταθμούς της επαρχίας. bbox=[949, 798, 1114, 840]
article-body: ΑΘΗΝΑΙ, 29.— Πραγματοποιείται έκτακτος γενική συνέλευσις των τραπεζικών υπαλλήλων. bbox=[949, 913, 1114, 946]
headline: ΕΠΙΔΗΜΙΑΙ ΠΙΣΤΕΥΕΤΑΙ ΟΤΙ ΘΑ ΕΚΔΗΛΩΘΟΥΝ ΕΙΣ ΣΕΙΣΜΟΠΛΗΚΤΟΝ ΠΕΡΙΟΧΗΝ ΤΗΣ ΒΟΣΝΙΑΣ bbox=[1135, 465, 1547, 493]
makarezos-columns bbox=[568, 1722, 1113, 2075]
article-shipwreck-families bbox=[10, 918, 313, 968]
article-body: Η σταθερότης του νομίσματος, η αύξησις των επενδύσεων και η επέκτασις των εξαγωγών αποτελούν τους βασικούς πυλώνας του πενταετούς προγράμματος οικονομικής αναπτύξεως 1968—1972. bbox=[753, 1991, 929, 2054]
headline: Ο ΡΟΤΖΕΡΣ ΖΗΤΕΙ ΑΝΑΒΟΛΗΝ ΤΗΣ ΣΥΖΗΤΗΣΕΩΣ ΠΕΡΙ ΤΟΥ ΤΕΡΜΑΤΙΣΜΟΥ ΤΩΝ ΔΟΚΙΜΩΝ ΟΠΛΩΝ ΠΟΛΛΑΠΛΗΣ ΠΥΡΗΝΙΚΗΣ ΓΟΜΩΣΕΩΣ bbox=[1147, 60, 1536, 101]
article-body: ΠΕΙΡΑΙΕΥΣ, 29.— Ενώπιον του β' ανακριτού Πειραιώς απελογήθη ο νεαρός φονεύς του υπαλλήλου του ενεχυροδανειστηρίου. Ο κατηγορούμενος ισχυρίσθη ότι προεκλήθη και εξυβρίσθη υπό του θύματος. bbox=[10, 569, 313, 611]
article-body: Εις την επιστολήν του ο κ. Πιπινέλης τονίζει ότι ουδέποτε υπήρξε κομματικός και ότι πάντοτε υπηρέτησε τα εθνικά συμφέροντα, ανεξαρτήτως των εκάστοτε κυβερνήσεων. bbox=[564, 356, 938, 387]
headline: ΕΠΙΣΟΒΟΗΘΗΣΑ ΛΕΩΦΟΡΕΙΑ ΥΠΟ ΑΓΝΩΣΤΩΝ bbox=[333, 627, 544, 656]
article-body: ΑΘΗΝΑΙ, 29.— Απεφασίσθη υπό του υπουργείου η λήψις μέτρων προστασίας δια τας οικογενείας των θυμάτων του ναυαγίου. bbox=[10, 947, 313, 967]
article-body: Το νέον πρόγραμμα εξετάσεων δια την απόκτησιν αδειών ασκήσεως επαγγέλματος ηλεκτρολόγου και μηχανολόγου ανεκοινώθη υπό της αρμοδίας υπηρεσίας. bbox=[564, 513, 938, 533]
article-body: Όπως κατά πληροφορίας του υπουργείου, η επιστροφή των φόρων δια τα εξαγόμενα προϊόντα θα πραγματοποιηθή εντός του προσεχούς μηνός, εις όλους τους δικαιούχους εξαγωγείς. bbox=[10, 371, 313, 403]
headline: ΣΥΝΗΛΘΕ ΤΟ ΣΥΜΒΟΥΛΙΟΝ ΟΙΚΟΝΟΜΙΚΗΣ ΠΟΛΙΤΙΚΗΣ bbox=[31, 1016, 291, 1045]
article-body: ΑΘΗΝΑΙ, 29.— Προς τιμήν της αφιχθείσης αποστολής Γερμανών βιομηχάνων παρέθεσε δεξίωσιν η Εθνική Τράπεζα της Ελλάδος. Εις την δεξίωσιν παρέστησαν εκπρόσωποι της κυβερνήσεως και του επιχειρηματικού κόσμου. bbox=[564, 84, 938, 116]
article-body: ΑΘΗΝΑΙ, 29.— Αφίχθησαν εις τας μονάδας των οι νέοι έφεδροι αξιωματικοί. bbox=[323, 769, 554, 790]
divider bbox=[564, 186, 938, 188]
article-body: ΓΟΥΣΤΕΡ, Όχάϊο, 29. (Ηνωμ. Τύπος).— Επιστήμονες διεπίστωσαν ότι η αύξησις του διοξειδίου του άνθρακος εις την ατμόσφαιραν συντελεί εις την αύξησιν της γεωργικής παραγωγής. bbox=[1125, 614, 1557, 636]
article-murderer-pleads bbox=[10, 500, 313, 612]
article-body: ΑΘΗΝΑΙ, 29.— Προς τιμήν της αφιχθείσης αποστολής Γερμανών βιομηχάνων παρέθεσε δεξίωσιν η Εθνική Τράπεζα της Ελλάδος. Εις την δεξίωσιν παρέστησαν εκπρόσωποι της κυβερνήσεως και του επιχειρηματικού κόσμου. bbox=[564, 146, 938, 177]
article-body: Το πρόγραμμα αναπτύξεως της χώρας προβλέπει την ταχυτέραν αύξησιν του εθνικού εισοδήματος και την βελτίωσιν του βιοτικού επιπέδου όλων των Ελλήνων. Ο κ. Μακαρέζος τονίζει ότι η οικονομία της χώρας ευρίσκεται εις την λεωφόρον της αναπτύξεως. bbox=[937, 1722, 1113, 1794]
headline: ΕΓΚΑΙΝΙΑ ΙΕΡΟΥ ΝΑΟΥ ΑΡΧΑΓΓΕΛΟΥ ΜΙΧΑΗΛ ΠΥΡΓΩΝ ΠΤΟΛΕΜΑΪΔΟΣ bbox=[326, 911, 551, 941]
article-body: ΑΘΗΝΑΙ, 29.— Ο πρεσβευτής της Γαλλίας επεσκέφθη σήμερον τον υπουργόν Εξωτερικών. bbox=[10, 989, 313, 1010]
article-antiques-licences bbox=[10, 865, 313, 910]
article-body: ΑΓΙΟΣ ΦΡΑΓΚΙΣΚΟΣ, 29. (Ασσ. Πρές).— Οι Σοβιετικοί κοσμοναύται συνεχίζουν την περιοδείαν των εις τας Ηνωμένας Πολιτείας. bbox=[1125, 430, 1557, 452]
article-body: ΑΘΗΝΑΙ, 29.— Αφίχθη εις τας Αθήνας ο διοικητής των ναυτικών δυνάμεων του ΝΑΤΟ εις την νότιον Ευρώπην, δια επίσημον επίσκεψιν. bbox=[949, 43, 1114, 85]
article-body: Η σταθερότης του νομίσματος, η αύξησις των επενδύσεων και η επέκτασις των εξαγωγών αποτελούν τους βασικούς πυλώνας του πενταετούς προγράμματος οικονομικής αναπτύξεως 1968—1972. bbox=[568, 1804, 745, 1867]
